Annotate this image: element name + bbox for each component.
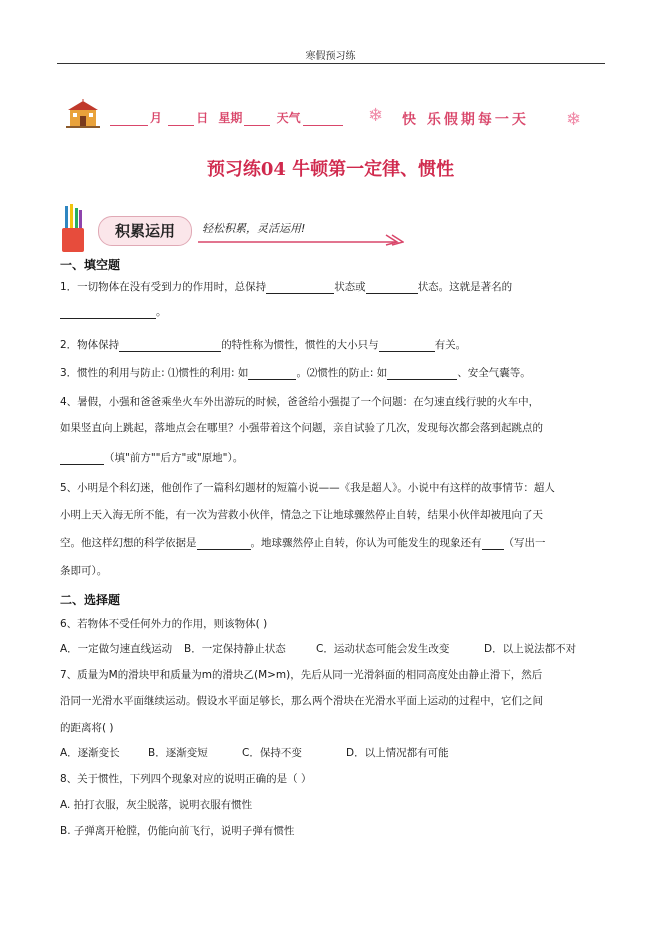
option-a[interactable]: A．一定做匀速直线运动 <box>60 643 173 655</box>
option-a[interactable]: A. 拍打衣服，灰尘脱落，说明衣服有惯性 <box>60 799 253 811</box>
option-b[interactable]: B. 子弹离开枪膛，仍能向前飞行，说明子弹有惯性 <box>60 825 295 837</box>
answer-blank[interactable] <box>60 453 104 465</box>
option-c[interactable]: C．运动状态可能会发生改变 <box>316 643 450 655</box>
section-banner-label: 积累运用 <box>98 216 192 246</box>
option-b[interactable]: B．一定保持静止状态 <box>184 643 286 655</box>
question-7-line3: 的距离将( ) <box>60 722 114 734</box>
answer-blank[interactable] <box>119 340 221 352</box>
date-fields <box>108 109 345 126</box>
answer-blank[interactable] <box>248 368 296 380</box>
school-building-icon <box>64 99 102 129</box>
section-title-fill-blank: 一、填空题 <box>60 258 121 272</box>
section-banner <box>58 204 408 256</box>
snowflake-icon: ❄ <box>368 105 384 126</box>
doc-title: 预习练04 牛顿第一定律、惯性 <box>206 159 455 180</box>
question-1: 1．一切物体在没有受到力的作用时，总保持 状态或 状态。这就是著名的 <box>60 281 513 293</box>
question-2: 2．物体保持 的特性称为惯性，惯性的大小只与 有关。 <box>60 339 467 351</box>
question-5-line4: 条即可）。 <box>60 565 108 577</box>
header-rule <box>57 63 605 64</box>
question-4-line2: 如果竖直向上跳起，落地点会在哪里？小强带着这个问题，亲自试验了几次，发现每次都会落到起跳点的 <box>60 422 543 434</box>
question-5-line2: 小明上天入海无所不能，有一次为营救小伙伴，情急之下让地球骤然停止自转，结果小伙伴却被甩向了天 <box>60 509 543 521</box>
day-label: 日 <box>196 111 209 125</box>
page-header: 寒假预习练 <box>305 51 356 62</box>
answer-blank[interactable] <box>379 340 435 352</box>
slogan: 快 乐假期每一天 <box>402 112 529 128</box>
question-4: 4、暑假，小强和爸爸乘坐火车外出游玩的时候，爸爸给小强提了一个问题：在匀速直线行驶的火车中， <box>60 396 540 408</box>
section-title-choice: 二、选择题 <box>60 593 121 607</box>
question-4-line3: （填"前方""后方"或"原地"）。 <box>60 451 608 465</box>
month-label: 月 <box>150 111 163 125</box>
option-a[interactable]: A．逐渐变长 <box>60 747 120 759</box>
question-7-line2: 沿同一光滑水平面继续运动。假设水平面足够长，那么两个滑块在光滑水平面上运动的过程中，它们之间 <box>60 695 543 707</box>
answer-blank[interactable] <box>387 368 457 380</box>
answer-blank[interactable] <box>60 307 156 319</box>
question-7: 7、质量为M的滑块甲和质量为m的滑块乙(M>m)，先后从同一光滑斜面的相同高度处由静止滑下，然后 <box>60 669 543 681</box>
option-b[interactable]: B．逐渐变短 <box>148 747 208 759</box>
question-8: 8、关于惯性，下列四个现象对应的说明正确的是（ ） <box>60 773 312 785</box>
banner-arrow-icon <box>198 232 404 246</box>
answer-blank[interactable] <box>366 282 418 294</box>
answer-blank[interactable] <box>266 282 334 294</box>
section-banner-motto: 轻松积累，灵活运用! <box>202 222 306 235</box>
answer-blank[interactable] <box>482 538 504 550</box>
option-d[interactable]: D．以上情况都有可能 <box>346 747 449 759</box>
pencil-cup-icon <box>60 204 86 254</box>
option-d[interactable]: D．以上说法都不对 <box>484 643 577 655</box>
weather-label: 天气 <box>276 111 301 125</box>
question-3: 3．惯性的利用与防止: ⑴惯性的利用: 如 。⑵惯性的防止: 如 、安全气囊等。 <box>60 367 531 379</box>
question-5: 5、小明是个科幻迷，他创作了一篇科幻题材的短篇小说——《我是超人》。小说中有这样的故事情节：超人 <box>60 482 555 494</box>
snowflake-icon: ❄ <box>566 109 582 130</box>
option-c[interactable]: C．保持不变 <box>242 747 302 759</box>
date-banner <box>60 97 600 139</box>
question-5-line3: 空。他这样幻想的科学依据是 。地球骤然停止自转，你认为可能发生的现象还有 （写出一 <box>60 537 546 549</box>
question-6: 6、若物体不受任何外力的作用，则该物体( ) <box>60 618 268 630</box>
weekday-label: 星期 <box>218 111 243 125</box>
answer-blank[interactable] <box>197 538 251 550</box>
question-1-cont: 。 <box>60 305 608 319</box>
